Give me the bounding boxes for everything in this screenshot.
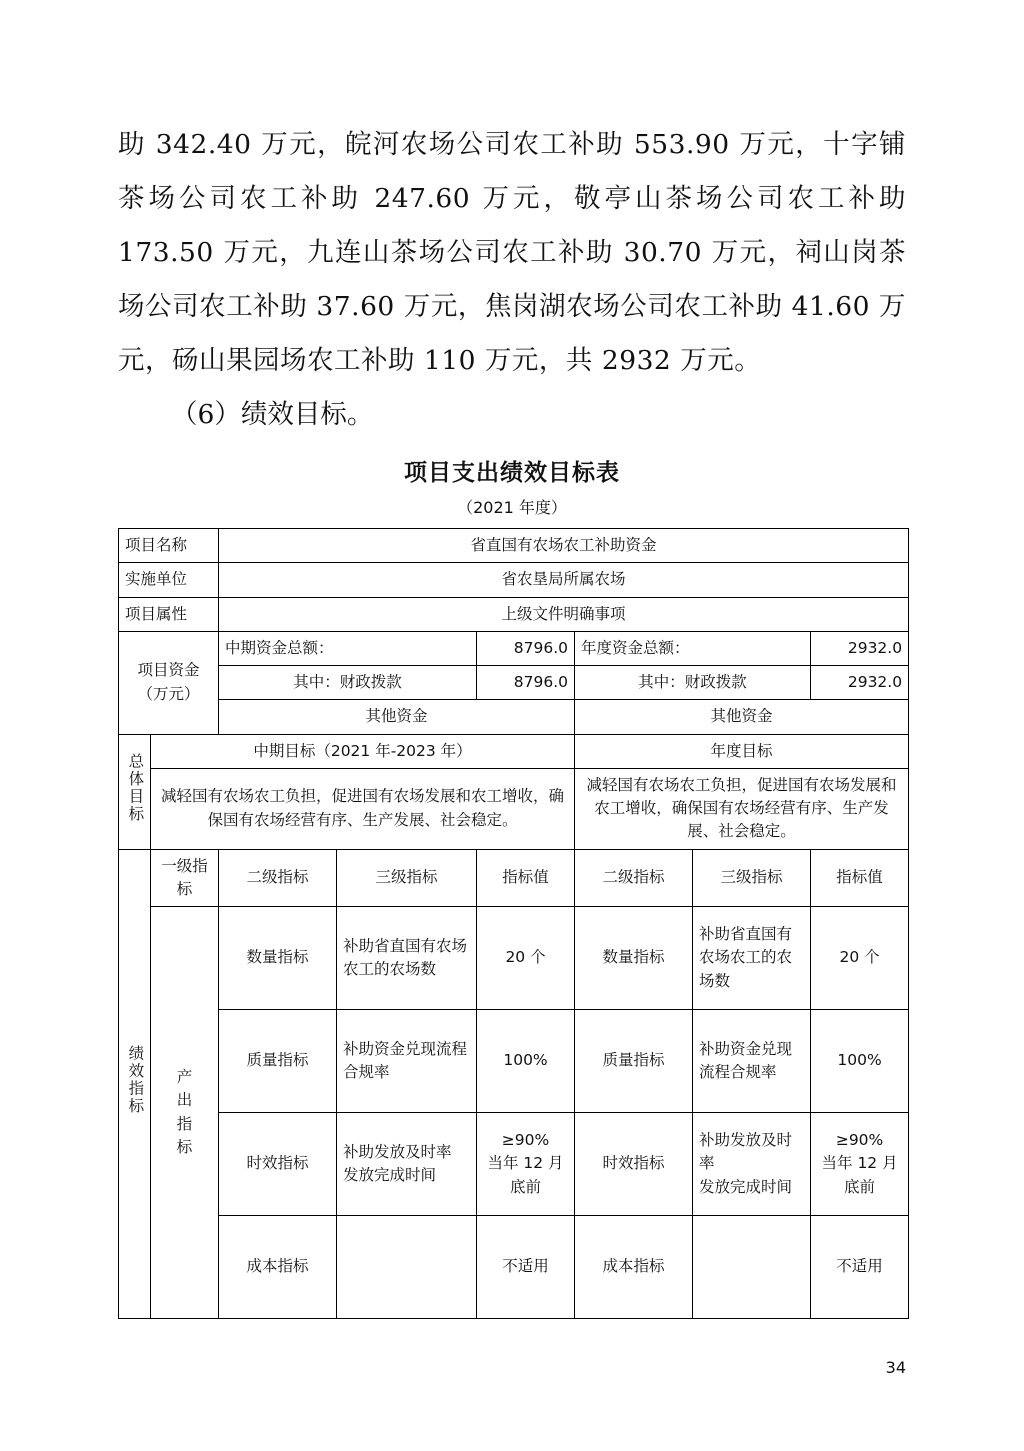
table-title: 项目支出绩效目标表 — [404, 460, 620, 486]
indicator-value-b: 不适用 — [811, 1216, 909, 1319]
indicator-value: 100% — [477, 1010, 575, 1113]
indicator-value: ≥90% 当年 12 月底前 — [477, 1113, 575, 1216]
project-funds-label — [119, 631, 219, 734]
page-number: 34 — [885, 1358, 906, 1377]
implementing-unit-value: 省农垦局所属农场 — [219, 563, 909, 597]
level2-indicator-header: 二级指标 — [219, 849, 337, 907]
table-row — [119, 768, 909, 849]
annual-total-value: 2932.0 — [811, 631, 909, 665]
indicator-level3-b: 补助省直国有农场农工的农场数 — [693, 907, 811, 1010]
indicator-level2: 时效指标 — [219, 1113, 337, 1216]
table-row — [119, 666, 909, 700]
performance-indicator-label: 绩效指标 — [119, 849, 151, 1319]
body-item-6: （6）绩效目标。 — [171, 399, 374, 430]
indicator-value: 20 个 — [477, 907, 575, 1010]
body-paragraph-1: 助 342.40 万元，皖河农场公司农工补助 553.90 万元，十字铺茶场公司农工补助 247.60 万元，敬亭山茶场公司农工补助 173.50 万元，九连山茶场公司农工补助 30.70 万元，祠山岗茶场公司农工补助 37.60 万元，焦岗湖农场公司农工补助 41.60 万元，砀山果园场农工补助 110 万元，共 2932 万元。 — [118, 129, 906, 376]
table-row — [119, 907, 909, 1010]
indicator-level3: 补助省直国有农场农工的农场数 — [337, 907, 477, 1010]
indicator-level2-b: 数量指标 — [575, 907, 693, 1010]
level3-indicator-header-b: 三级指标 — [693, 849, 811, 907]
level2-indicator-header-b: 二级指标 — [575, 849, 693, 907]
table-row — [119, 1113, 909, 1216]
project-attribute-label: 项目属性 — [119, 597, 219, 631]
indicator-level2-b: 时效指标 — [575, 1113, 693, 1216]
level1-indicator-header: 一级指标 — [151, 849, 219, 907]
project-name-value: 省直国有农场农工补助资金 — [219, 529, 909, 563]
annual-total-label: 年度资金总额： — [575, 631, 811, 665]
project-name-label: 项目名称 — [119, 529, 219, 563]
indicator-level2: 成本指标 — [219, 1216, 337, 1319]
indicator-level2-b: 质量指标 — [575, 1010, 693, 1113]
implementing-unit-label: 实施单位 — [119, 563, 219, 597]
annual-fiscal-value: 2932.0 — [811, 666, 909, 700]
mid-term-goal-header: 中期目标（2021 年-2023 年） — [151, 734, 575, 768]
table-row — [119, 734, 909, 768]
table-row — [119, 597, 909, 631]
indicator-level2: 质量指标 — [219, 1010, 337, 1113]
output-indicator-label: 产 出 指 标 — [151, 907, 219, 1319]
mid-term-total-value: 8796.0 — [477, 631, 575, 665]
indicator-level3-b — [693, 1216, 811, 1319]
table-row — [119, 1216, 909, 1319]
table-row — [119, 631, 909, 665]
table-row — [119, 563, 909, 597]
indicator-level3: 补助发放及时率 发放完成时间 — [337, 1113, 477, 1216]
project-funds-label-line1: 项目资金 — [137, 661, 200, 680]
annual-goal-header: 年度目标 — [575, 734, 909, 768]
mid-term-fiscal-label: 其中：财政拨款 — [219, 666, 477, 700]
annual-other-label: 其他资金 — [575, 700, 909, 734]
mid-term-total-label: 中期资金总额： — [219, 631, 477, 665]
indicator-value: 不适用 — [477, 1216, 575, 1319]
table-row — [119, 529, 909, 563]
mid-term-goal-text: 减轻国有农场农工负担，促进国有农场发展和农工增收，确保国有农场经营有序、生产发展、社会稳定。 — [151, 768, 575, 849]
indicator-value-b: ≥90% 当年 12 月底前 — [811, 1113, 909, 1216]
indicator-level3-b: 补助资金兑现流程合规率 — [693, 1010, 811, 1113]
indicator-level3: 补助资金兑现流程合规率 — [337, 1010, 477, 1113]
annual-fiscal-label: 其中：财政拨款 — [575, 666, 811, 700]
indicator-value-header-b: 指标值 — [811, 849, 909, 907]
indicator-value-b: 20 个 — [811, 907, 909, 1010]
project-funds-label-line2: （万元） — [137, 684, 200, 703]
indicator-level2: 数量指标 — [219, 907, 337, 1010]
table-row — [119, 1010, 909, 1113]
indicator-level2-b: 成本指标 — [575, 1216, 693, 1319]
overall-target-label: 总体目标 — [119, 734, 151, 849]
indicator-level3-b: 补助发放及时率 发放完成时间 — [693, 1113, 811, 1216]
annual-goal-text: 减轻国有农场农工负担，促进国有农场发展和农工增收，确保国有农场经营有序、生产发展、社会稳定。 — [575, 768, 909, 849]
indicator-value-header: 指标值 — [477, 849, 575, 907]
performance-target-table — [118, 528, 909, 1319]
table-subtitle: （2021 年度） — [457, 498, 567, 517]
indicator-level3 — [337, 1216, 477, 1319]
project-attribute-value: 上级文件明确事项 — [219, 597, 909, 631]
indicator-value-b: 100% — [811, 1010, 909, 1113]
mid-term-other-label: 其他资金 — [219, 700, 575, 734]
table-row — [119, 700, 909, 734]
level3-indicator-header: 三级指标 — [337, 849, 477, 907]
table-row — [119, 849, 909, 907]
mid-term-fiscal-value: 8796.0 — [477, 666, 575, 700]
